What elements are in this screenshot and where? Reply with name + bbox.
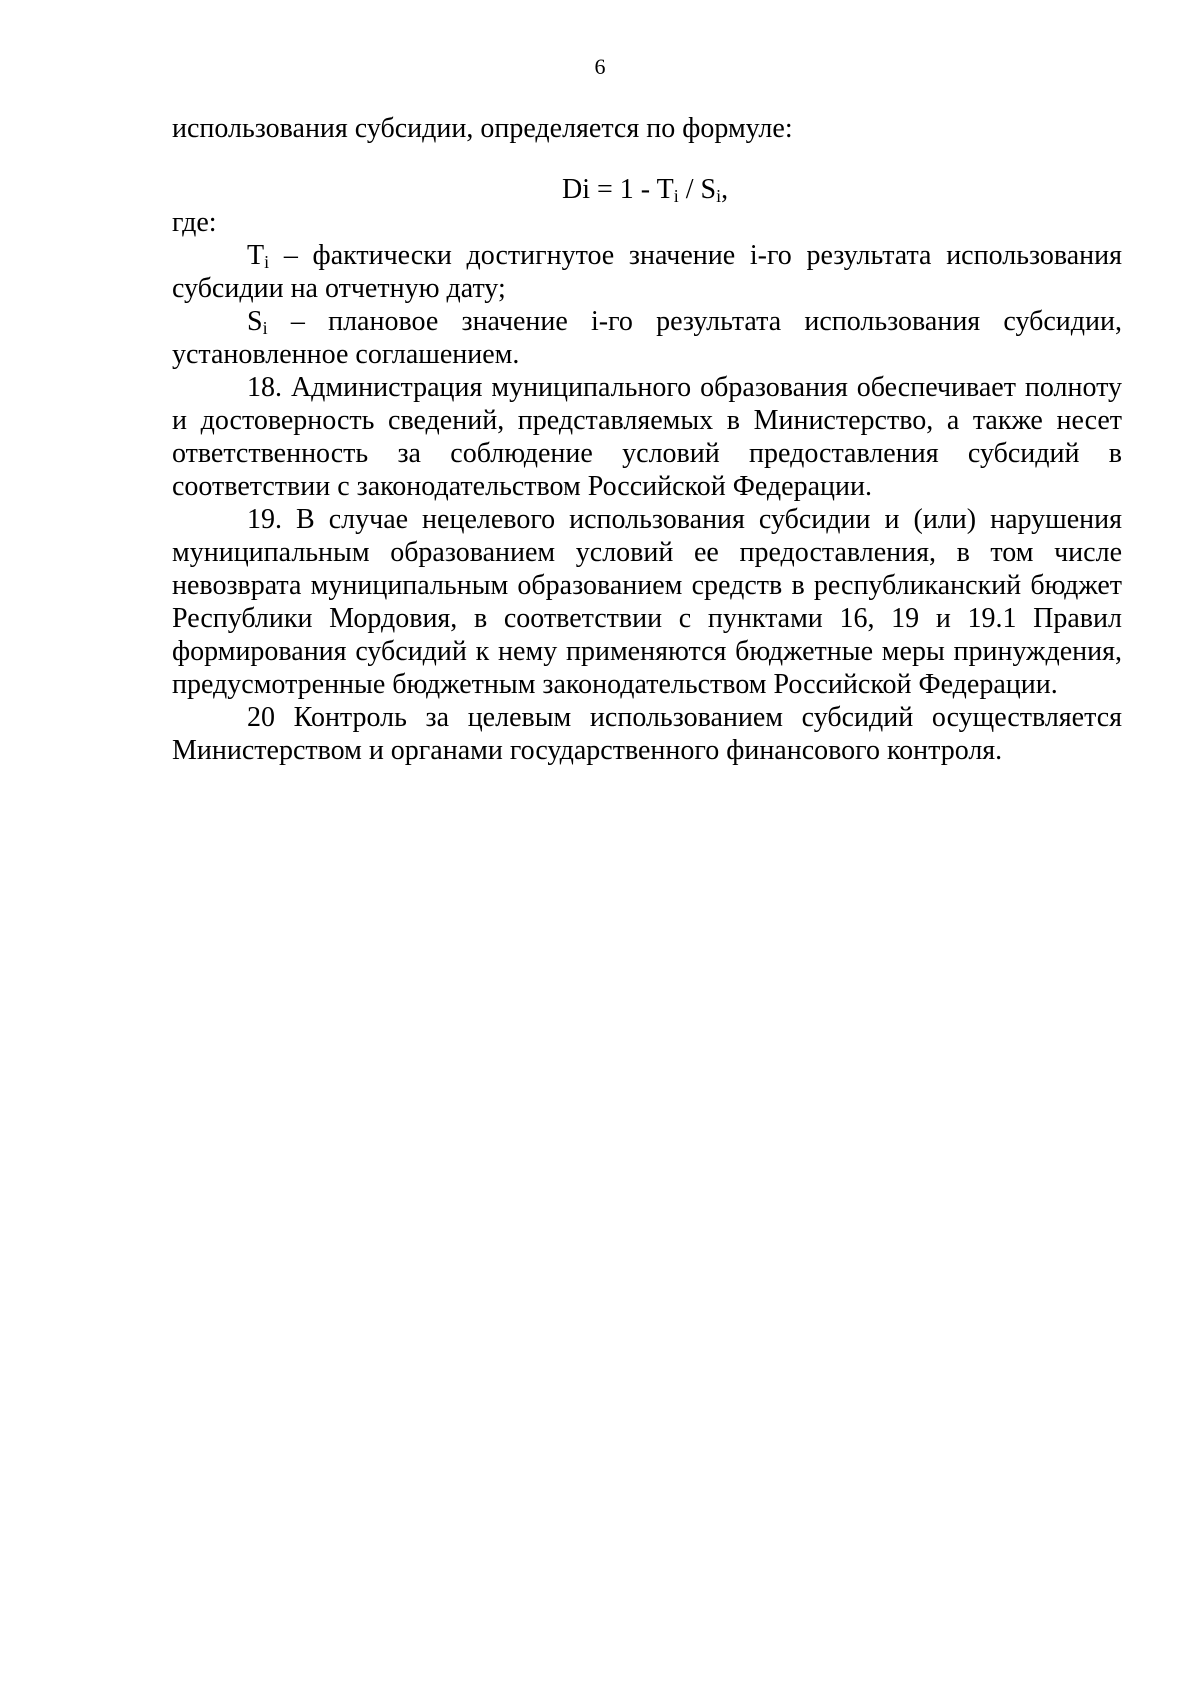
paragraph-19: 19. В случае нецелевого использования субсидии и (или) нарушения муниципальным образованием условий ее предоставления, в том числе невозврата муниципальным образованием средств в республиканский бюджет Республики Мордовия, в соответствии с пунктами 16, 19 и 19.1 Правил формирования субсидий к нему применяются бюджетные меры принуждения, предусмотренные бюджетным законодательством Российской Федерации. [172, 504, 1122, 700]
paragraph-18: 18. Администрация муниципального образования обеспечивает полноту и достоверность сведений, представляемых в Министерство, а также несет ответственность за соблюдение условий предоставления субсидий в соответствии с законодательством Российской Федерации. [172, 372, 1122, 502]
definition-subscript: i [262, 318, 268, 338]
formula-sub-2: i [716, 186, 722, 206]
intro-line: использования субсидии, определяется по формуле: [172, 113, 793, 144]
definition-s [172, 305, 1122, 371]
definition-symbol: S [247, 306, 263, 337]
formula [172, 173, 1122, 206]
definition-t [172, 239, 1122, 305]
definition-text: – фактически достигнутое значение i-го результата использования субсидии на отчетную дату; [172, 240, 1122, 304]
definition-subscript: i [264, 252, 270, 272]
definition-symbol: T [247, 240, 265, 271]
formula-mid: / S [678, 174, 717, 205]
formula-lhs: Di = 1 - T [562, 174, 674, 205]
formula-tail: , [721, 174, 729, 205]
document-body [172, 112, 1122, 767]
page-number: 6 [594, 54, 606, 79]
paragraph-20: 20 Контроль за целевым использованием субсидий осуществляется Министерством и органами государственного финансового контроля. [172, 702, 1122, 766]
formula-sub-1: i [673, 186, 679, 206]
definition-text: – плановое значение i-го результата использования субсидии, установленное соглашением. [172, 306, 1122, 370]
where-label: где: [172, 207, 217, 238]
